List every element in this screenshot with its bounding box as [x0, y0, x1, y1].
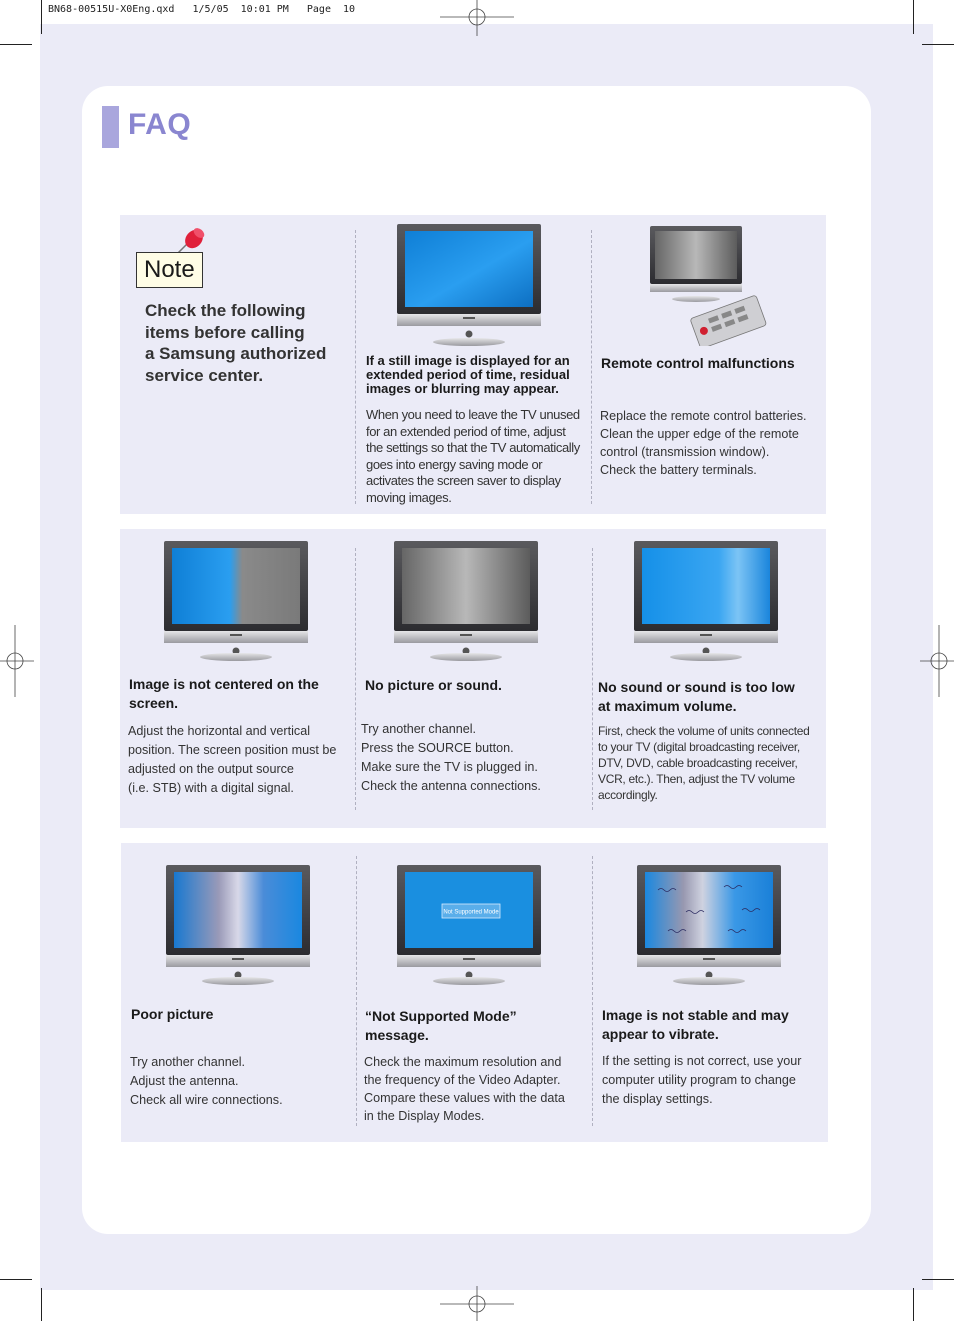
item-no-picture-heading: No picture or sound.	[365, 677, 502, 693]
item-vibrate-heading: Image is not stable and may appear to vibrate.	[602, 1007, 789, 1042]
page-title: FAQ	[128, 108, 192, 141]
column-divider	[355, 230, 356, 504]
item-not-supported-heading: “Not Supported Mode” message.	[365, 1008, 517, 1043]
crop-mark	[922, 1279, 954, 1280]
item-vibrate-body: If the setting is not correct, use your computer utility program to change the display settings.	[602, 1054, 802, 1106]
title-accent-bar	[102, 106, 119, 148]
item-remote-heading: Remote control malfunctions	[601, 355, 795, 371]
column-divider	[591, 230, 592, 504]
tv-not-supported-icon	[396, 865, 542, 987]
registration-mark-right	[920, 625, 954, 697]
item-low-sound-heading: No sound or sound is too low at maximum volume.	[598, 679, 795, 714]
item-not-centered-heading: Image is not centered on the screen.	[129, 676, 319, 711]
item-low-sound-body: First, check the volume of units connected to your TV (digital broadcasting receiver, DTV, DVD, cable broadcasting receiver, VCR, etc.). Then, adjust the TV volume accordingly.	[598, 724, 810, 802]
item-still-image-body: When you need to leave the TV unused for an extended period of time, adjust the settings so that the TV automatically goes into energy saving mode or activates the screen saver to display moving images.	[366, 407, 580, 505]
column-divider	[355, 548, 356, 810]
crop-mark	[41, 0, 42, 34]
not-supported-screen-text: Not Supported Mode	[443, 909, 499, 916]
tv-not-centered-icon	[163, 541, 309, 663]
tv-low-sound-icon	[633, 541, 779, 663]
registration-mark-left	[0, 625, 34, 697]
registration-mark-top	[440, 0, 514, 36]
tv-no-picture-icon	[393, 541, 539, 663]
item-remote-body: Replace the remote control batteries. Clean the upper edge of the remote control (transmission window). Check the battery terminals.	[600, 409, 807, 477]
print-header: BN68-00515U-X0Eng.qxd 1/5/05 10:01 PM Page 10	[48, 4, 356, 15]
column-divider	[356, 856, 357, 1126]
item-poor-picture-heading: Poor picture	[131, 1006, 214, 1022]
column-divider	[592, 856, 593, 1126]
item-not-centered-body: Adjust the horizontal and vertical position. The screen position must be adjusted on the output source (i.e. STB) with a digital signal.	[128, 724, 337, 795]
item-still-image-heading: If a still image is displayed for an extended period of time, residual images or blurring may appear.	[366, 353, 570, 396]
crop-mark	[41, 1288, 42, 1321]
crop-mark	[913, 1288, 914, 1321]
tv-still-image-icon	[396, 224, 542, 348]
crop-mark	[913, 0, 914, 34]
registration-mark-bottom	[440, 1286, 514, 1321]
item-no-picture-body: Try another channel. Press the SOURCE button. Make sure the TV is plugged in. Check the antenna connections.	[361, 722, 541, 793]
note-intro: Check the following items before calling a Samsung authorized service center.	[145, 301, 327, 385]
crop-mark	[0, 44, 32, 45]
tv-vibrate-icon	[636, 865, 782, 987]
crop-mark	[0, 1279, 32, 1280]
note-label: Note	[144, 256, 195, 283]
tv-poor-picture-icon	[165, 865, 311, 987]
tv-remote-control-icon	[648, 226, 772, 346]
column-divider	[592, 548, 593, 810]
crop-mark	[922, 44, 954, 45]
item-not-supported-body: Check the maximum resolution and the frequency of the Video Adapter. Compare these values with the data in the Display Modes.	[364, 1055, 565, 1123]
item-poor-picture-body: Try another channel. Adjust the antenna. Check all wire connections.	[130, 1055, 283, 1107]
